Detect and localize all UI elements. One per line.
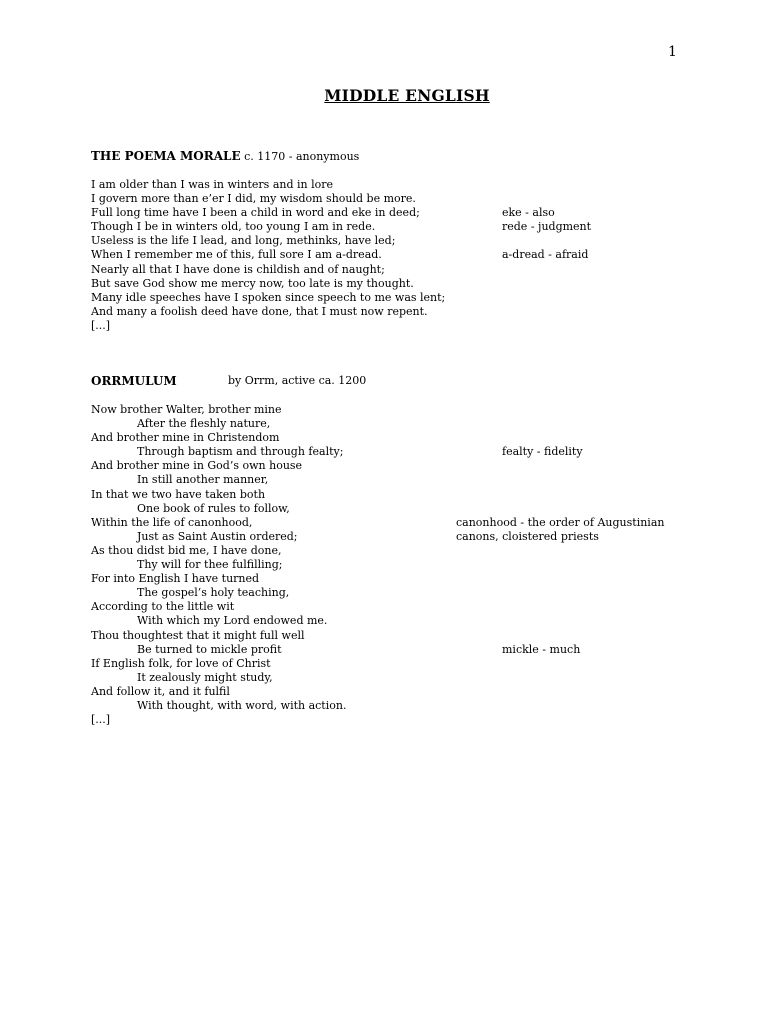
- poem-line: Thou thoughtest that it might full well: [91, 628, 305, 642]
- poem-line: I am older than I was in winters and in lore: [91, 178, 334, 191]
- poem-line: I govern more than e’er I did, my wisdom should be more.: [91, 192, 416, 206]
- section-orrmulum: [91, 374, 711, 727]
- poem-line: When I remember me of this, full sore I am a-dread. a-dread - afraid: [91, 248, 589, 262]
- poem-line: Nearly all that I have done is childish and of naught;: [91, 262, 385, 276]
- poem-line: With which my Lord endowed me.: [137, 614, 328, 628]
- poem-line: And many a foolish deed have done, that I must now repent.: [91, 304, 428, 318]
- section-byline: c. 1170 - anonymous: [240, 150, 360, 163]
- poem-line: [...]: [91, 318, 111, 332]
- poem-line: Within the life of canonhood, canonhood - the order of Augustinian: [91, 515, 665, 529]
- poem-text: [91, 403, 711, 727]
- poem-text: [91, 178, 711, 333]
- poem-line: For into English I have turned: [91, 572, 260, 586]
- gloss-note: rede - judgment: [502, 220, 592, 234]
- gloss-note: canonhood - the order of Augustinian: [456, 515, 665, 529]
- poem-line: In still another manner,: [137, 473, 269, 487]
- poem-line: And follow it, and it fulfil: [91, 684, 230, 698]
- gloss-note: fealty - fidelity: [502, 445, 583, 459]
- poem-line: One book of rules to follow,: [137, 501, 290, 515]
- poem-line: [...]: [91, 713, 111, 727]
- section-byline: by Orrm, active ca. 1200: [228, 374, 367, 387]
- poem-line: The gospel’s holy teaching,: [137, 586, 290, 600]
- poem-line: As thou didst bid me, I have done,: [91, 543, 282, 557]
- poem-line: And brother mine in Christendom: [91, 431, 280, 445]
- gloss-note: mickle - much: [502, 642, 581, 656]
- poem-line: After the fleshly nature,: [137, 417, 271, 431]
- poem-line: Full long time have I been a child in word and eke in deed; eke - also: [91, 206, 555, 220]
- gloss-note: a-dread - afraid: [502, 248, 589, 262]
- section-heading: [91, 374, 711, 388]
- poem-line: Be turned to mickle profit mickle - much: [137, 642, 581, 656]
- poem-line: Through baptism and through fealty; fealty - fidelity: [137, 445, 583, 459]
- poem-line: Though I be in winters old, too young I am in rede. rede - judgment: [91, 220, 592, 234]
- poem-line: With thought, with word, with action.: [137, 698, 347, 712]
- section-poema-morale: [91, 149, 711, 333]
- poem-line: But save God show me mercy now, too late is my thought.: [91, 276, 414, 290]
- poem-line: Now brother Walter, brother mine: [91, 403, 282, 416]
- section-heading: [91, 149, 711, 163]
- page-number: 1: [668, 44, 677, 60]
- poem-line: In that we two have taken both: [91, 487, 266, 501]
- page-title: MIDDLE ENGLISH: [324, 86, 490, 105]
- section-title: ORRMULUM: [91, 374, 177, 388]
- poem-line: According to the little wit: [91, 600, 235, 614]
- section-title: THE POEMA MORALE: [91, 149, 241, 163]
- poem-line: It zealously might study,: [137, 670, 273, 684]
- gloss-note: canons, cloistered priests: [456, 529, 599, 543]
- poem-line: And brother mine in God’s own house: [91, 459, 303, 473]
- poem-line: If English folk, for love of Christ: [91, 656, 271, 670]
- poem-line: Just as Saint Austin ordered; canons, cloistered priests: [137, 529, 599, 543]
- poem-line: Useless is the life I lead, and long, methinks, have led;: [91, 234, 396, 248]
- poem-line: Thy will for thee fulfilling;: [137, 558, 283, 572]
- gloss-note: eke - also: [502, 206, 555, 220]
- poem-line: Many idle speeches have I spoken since speech to me was lent;: [91, 290, 446, 304]
